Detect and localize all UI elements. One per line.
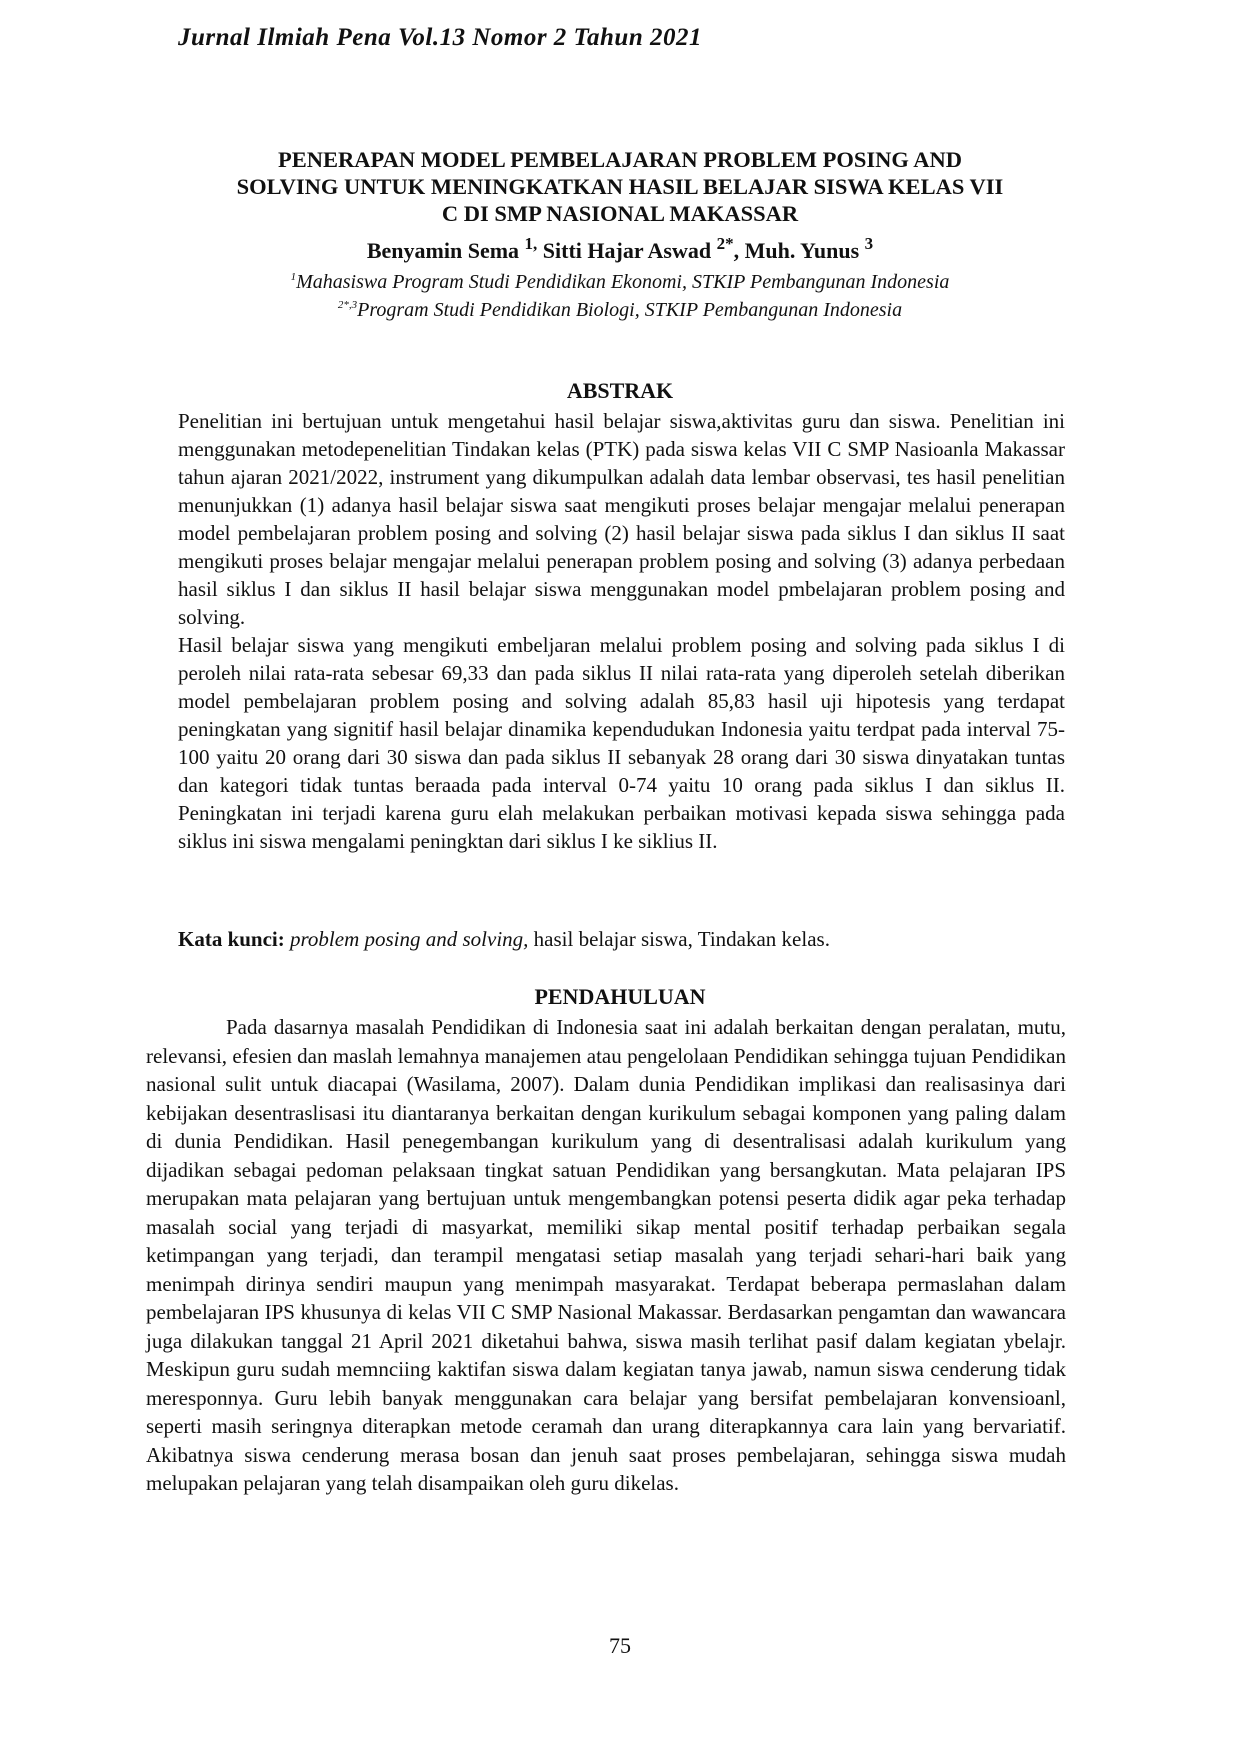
- affiliation-1: [150, 271, 1090, 294]
- affiliation-mark: 2*,3: [337, 299, 358, 311]
- introduction-paragraph: Pada dasarnya masalah Pendidikan di Indonesia saat ini adalah berkaitan dengan peralatan, mutu, relevansi, efesien dan maslah lemahnya manajemen atau pengelolaan Pendidikan sehingga tujuan Pendidikan nasional sulit untuk diacapai (Wasilama, 2007). Dalam dunia Pendidikan implikasi dan realisasinya dari kebijakan desentraslisasi itu diantaranya berkaitan dengan kurikulum sebagai komponen yang paling dalam di dunia Pendidikan. Hasil penegembangan kurikulum yang di desentralisasi adalah kurikulum yang dijadikan sebagai pedoman pelaksaan tingkat satuan Pendidikan yang bersangkutan. Mata pelajaran IPS merupakan mata pelajaran yang bertujuan untuk mengembangkan potensi peserta didik agar peka terhadap masalah social yang terjadi di masyarkat, memiliki sikap mental positif terhadap perbaikan segala ketimpangan yang terjadi, dan terampil mengatasi setiap masalah yang terjadi sehari-hari baik yang menimpah dirinya sendiri maupun yang menimpah masyarakat. Terdapat beberapa permaslahan dalam pembelajaran IPS khusunya di kelas VII C SMP Nasional Makassar. Berdasarkan pengamtan dan wawancara juga dilakukan tanggal 21 April 2021 diketahui bahwa, siswa masih terlihat pasif dalam kegiatan ybelajr. Meskipun guru sudah memnciing kaktifan siswa dalam kegiatan tanya jawab, namun siswa cenderung tidak meresponnya. Guru lebih banyak menggunakan cara belajar yang bersifat pembelajaran konvensioanl, seperti masih seringnya diterapkan metode ceramah dan urang diterapkannya cara lain yang bervariatif. Akibatnya siswa cenderung merasa bosan dan jenuh saat proses pembelajaran, sehingga siswa mudah melupakan pelajaran yang telah disampaikan oleh guru dikelas.: [146, 1015, 1066, 1495]
- author-name: Benyamin Sema: [366, 238, 520, 263]
- affiliation-2: [150, 299, 1090, 322]
- page-number: 75: [609, 1633, 631, 1658]
- affiliation-text: Program Studi Pendidikan Biologi, STKIP Pembangunan Indonesia: [357, 299, 903, 321]
- journal-header: Jurnal Ilmiah Pena Vol.13 Nomor 2 Tahun 2021: [178, 24, 702, 51]
- abstract-body: [178, 407, 1065, 855]
- title-line: PENERAPAN MODEL PEMBELAJARAN PROBLEM POSING AND: [278, 147, 962, 172]
- affiliation-text: Mahasiswa Program Studi Pendidikan Ekonomi, STKIP Pembangunan Indonesia: [296, 271, 950, 293]
- affiliation-mark: 1: [290, 271, 297, 283]
- abstract-heading: ABSTRAK: [566, 378, 674, 403]
- keywords-italic: problem posing and solving,: [290, 927, 529, 951]
- title-line: C DI SMP NASIONAL MAKASSAR: [441, 201, 799, 226]
- keywords-text: hasil belajar siswa, Tindakan kelas.: [533, 927, 830, 951]
- author-affiliation-mark: 3: [864, 234, 874, 253]
- keywords-label: Kata kunci:: [178, 927, 285, 951]
- title-line: SOLVING UNTUK MENINGKATKAN HASIL BELAJAR SISWA KELAS VII: [236, 174, 1004, 199]
- author-name: Sitti Hajar Aswad: [542, 238, 712, 263]
- section-heading-introduction: PENDAHULUAN: [534, 984, 706, 1009]
- author-name: Muh. Yunus: [744, 238, 860, 263]
- author-affiliation-mark: 2*: [716, 234, 734, 253]
- keywords: [178, 925, 1065, 953]
- author-list: [150, 234, 1090, 264]
- article-title: [150, 146, 1090, 227]
- author-separator: ,: [733, 238, 740, 263]
- author-affiliation-mark: 1,: [524, 234, 538, 253]
- abstract-paragraph: Penelitian ini bertujuan untuk mengetahui hasil belajar siswa,aktivitas guru dan siswa. Penelitian ini menggunakan metodepenelitian Tindakan kelas (PTK) pada siswa kelas VII C SMP Nasioanla Makassar tahun ajaran 2021/2022, instrument yang dikumpulkan adalah data lembar observasi, tes hasil penelitian menunjukkan (1) adanya hasil belajar siswa saat mengikuti proses belajar mengajar melalui penerapan model pembelajaran problem posing and solving (2) hasil belajar siswa pada siklus I dan siklus II saat mengikuti proses belajar mengajar melalui penerapan problem posing and solving (3) adanya perbedaan hasil siklus I dan siklus II hasil belajar siswa menggunakan model pmbelajaran problem posing and solving.: [178, 409, 1065, 629]
- abstract-paragraph: Hasil belajar siswa yang mengikuti embeljaran melalui problem posing and solving pada siklus I di peroleh nilai rata-rata sebesar 69,33 dan pada siklus II nilai rata-rata yang diperoleh setelah diberikan model pembelajaran problem posing and solving adalah 85,83 hasil uji hipotesis yang terdapat peningkatan yang signitif hasil belajar dinamika kependudukan Indonesia yaitu terdpat pada interval 75-100 yaitu 20 orang dari 30 siswa dan pada siklus II sebanyak 28 orang dari 30 siswa dinyatakan tuntas dan kategori tidak tuntas beraada pada interval 0-74 yaitu 10 orang pada siklus I dan siklus II. Peningkatan ini terjadi karena guru elah melakukan perbaikan motivasi kepada siswa sehingga pada siklus ini siswa mengalami peningktan dari siklus I ke siklius II.: [178, 633, 1065, 853]
